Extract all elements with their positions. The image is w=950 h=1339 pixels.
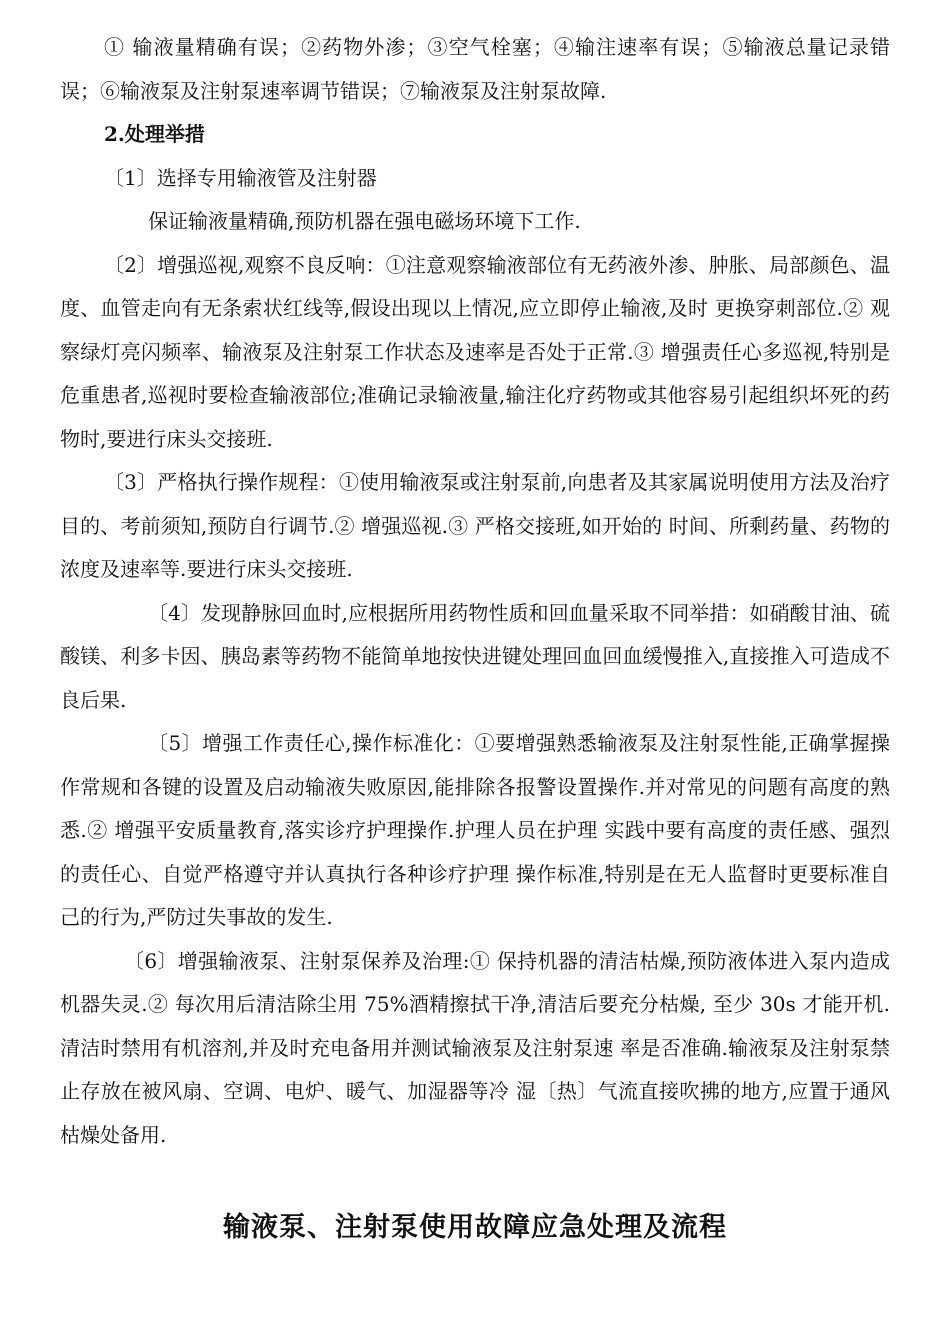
- error-list-paragraph: ① 输液量精确有误；②药物外渗；③空气栓塞；④输注速率有误；⑤输液总量记录错误；⑥输液泵及注射泵速率调节错误；⑦输液泵及注射泵故障.: [60, 35, 890, 103]
- measure-2-paragraph: 〔2〕增强巡视,观察不良反响：①注意观察输液部位有无药液外渗、肿胀、局部颜色、温度、血管走向有无条索状红线等,假设出现以上情况,应立即停止输液,及时 更换穿刺部位.② 观察绿灯亮闪频率、输液泵及注射泵工作状态及速率是否处于正常.③ 增强责任心多巡视,特别是危重患者,巡视时要检查输液部位;准确记录输液量,输注化疗药物或其他容易引起组织坏死的药物时,要进行床头交接班.: [60, 252, 890, 451]
- measure-6-paragraph: 〔6〕增强输液泵、注射泵保养及治理:① 保持机器的清洁枯燥,预防液体进入泵内造成机器失灵.② 每次用后清洁除尘用 75%酒精擦拭干净,清洁后要充分枯燥, 至少 30s 才能开机.清洁时禁用有机溶剂,并及时充电备用并测试输液泵及注射泵速 率是否准确.输液泵及注射泵禁止存放在被风扇、空调、电炉、暖气、加湿器等冷 湿〔热〕气流直接吹拂的地方,应置于通风枯燥处备用.: [60, 948, 890, 1147]
- document-body: [60, 26, 890, 1157]
- section-heading-measures: 2.处理举措: [104, 122, 205, 146]
- page-title: 输液泵、注射泵使用故障应急处理及流程: [223, 1212, 727, 1243]
- measure-4-paragraph: 〔4〕发现静脉回血时,应根据所用药物性质和回血量采取不同举措：如硝酸甘油、硫酸镁、利多卡因、胰岛素等药物不能简单地按快进键处理回血回血缓慢推入,直接推入可造成不良后果.: [60, 600, 890, 712]
- measure-1-body: 保证输液量精确,预防机器在强电磁场环境下工作.: [148, 209, 581, 233]
- measure-5-paragraph: 〔5〕增强工作责任心,操作标准化：①要增强熟悉输液泵及注射泵性能,正确掌握操作常规和各键的设置及启动输液失败原因,能排除各报警设置操作.并对常见的问题有高度的熟悉.② 增强平安质量教育,落实诊疗护理操作.护理人员在护理 实践中要有高度的责任感、强烈的责任心、自觉严格遵守并认真执行各种诊疗护理 操作标准,特别是在无人监督时更要标准自己的行为,严防过失事故的发生.: [60, 731, 890, 929]
- measure-3-paragraph: 〔3〕严格执行操作规程：①使用输液泵或注射泵前,向患者及其家属说明使用方法及治疗目的、考前须知,预防自行调节.② 增强巡视.③ 严格交接班,如开始的 时间、所剩药量、药物的浓度及速率等.要进行床头交接班.: [60, 470, 890, 581]
- measure-1-title: 〔1〕选择专用输液管及注射器: [104, 165, 377, 190]
